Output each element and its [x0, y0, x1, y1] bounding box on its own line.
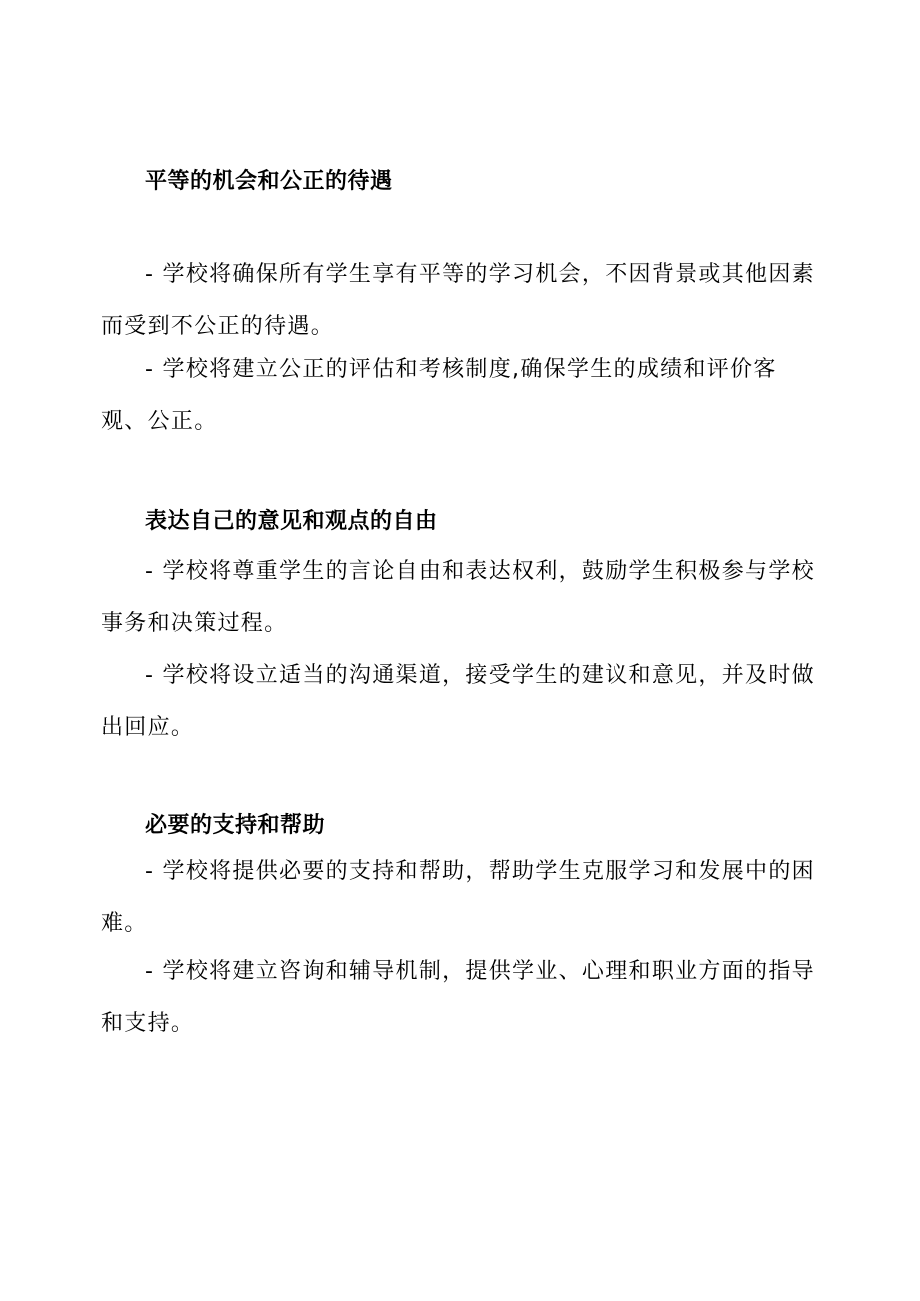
section-heading-equal-opportunity: 平等的机会和公正的待遇 — [145, 169, 393, 194]
section-item: - 学校将建立咨询和辅导机制，提供学业、心理和职业方面的指导和支持。 — [101, 959, 815, 1036]
section-item: - 学校将确保所有学生享有平等的学习机会，不因背景或其他因素而受到不公正的待遇。 — [101, 262, 815, 339]
section-item: - 学校将尊重学生的言论自由和表达权利，鼓励学生积极参与学校事务和决策过程。 — [101, 559, 815, 636]
section-item: - 学校将提供必要的支持和帮助，帮助学生克服学习和发展中的困难。 — [101, 859, 815, 936]
section-item: - 学校将建立公正的评估和考核制度,确保学生的成绩和评价客观、公正。 — [101, 357, 777, 434]
section-heading-freedom-of-expression: 表达自己的意见和观点的自由 — [145, 509, 438, 534]
section-heading-support-and-help: 必要的支持和帮助 — [145, 813, 326, 838]
section-item: - 学校将设立适当的沟通渠道，接受学生的建议和意见，并及时做出回应。 — [101, 663, 815, 740]
